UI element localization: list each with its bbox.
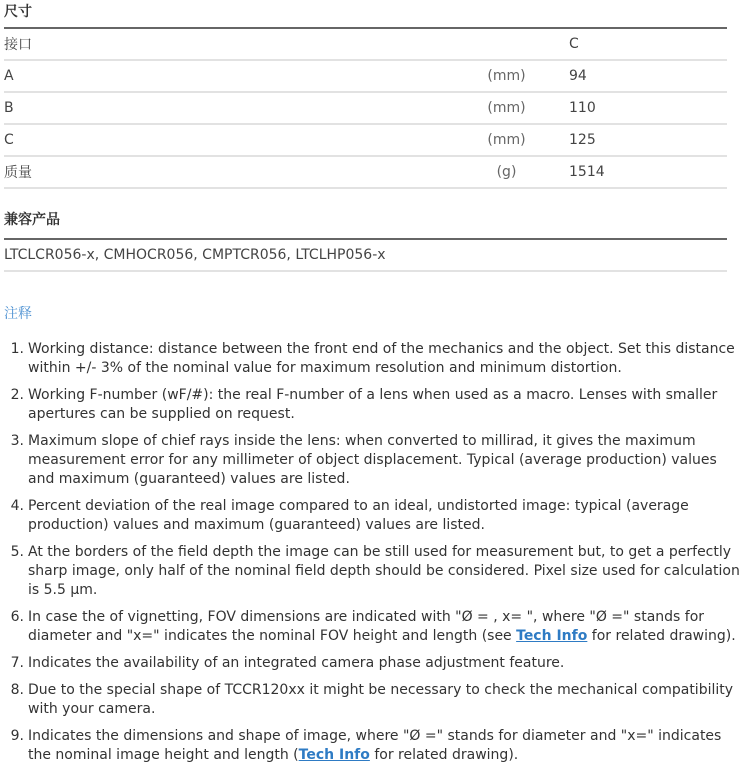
note-item: [4, 386, 740, 424]
spec-label: 质量: [4, 156, 444, 188]
spec-unit: (mm): [444, 124, 569, 156]
note-number: 4.: [10, 498, 24, 514]
note-text: [28, 727, 740, 765]
note-item: [4, 654, 740, 673]
note-number: 7.: [10, 655, 24, 671]
table-row: [4, 156, 727, 188]
note-item: [4, 727, 740, 765]
note-text-after: for related drawing).: [587, 628, 736, 644]
dimensions-section: [4, 0, 727, 186]
note-item: [4, 497, 740, 535]
table-row: [4, 29, 727, 60]
note-number: 2.: [10, 387, 24, 403]
page-content: [4, 0, 740, 773]
notes-list: [4, 340, 740, 765]
table-row: [4, 92, 727, 124]
note-text: Maximum slope of chief rays inside the lens: when converted to millirad, it gives the maximum measurement error for any millimeter of object displacement. Typical (average production) values and maximum (guaranteed) values are listed.: [28, 433, 717, 487]
spec-value: 1514: [569, 156, 727, 188]
note-number: 3.: [10, 433, 24, 449]
tech-info-link[interactable]: Tech Info: [298, 747, 370, 763]
note-text: Percent deviation of the real image compared to an ideal, undistorted image: typical (average production) values and maximum (guaranteed) values are listed.: [28, 498, 689, 533]
spec-label: C: [4, 124, 444, 156]
note-text: Working F-number (wF/#): the real F-number of a lens when used as a macro. Lenses with smaller apertures can be supplied on request.: [28, 387, 718, 422]
dimensions-table: [4, 29, 727, 189]
compatible-products-list: LTCLCR056-x, CMHOCR056, CMPTCR056, LTCLHP056-x: [4, 240, 727, 272]
spec-unit: [444, 29, 569, 60]
notes-section: [4, 304, 740, 765]
notes-title: 注释: [4, 306, 32, 322]
note-number: 8.: [10, 682, 24, 698]
note-text: At the borders of the field depth the image can be still used for measurement but, to get a perfectly sharp image, only half of the nominal field depth should be considered. Pixel size used for calculation is 5.5 µm.: [28, 544, 740, 598]
spec-unit: (mm): [444, 92, 569, 124]
note-text-before: Indicates the dimensions and shape of image, where "Ø =" stands for diameter and "x=" indicates the nominal image height and length (: [28, 728, 722, 763]
compatible-section: [4, 210, 727, 272]
note-text: [28, 608, 740, 646]
spec-label: B: [4, 92, 444, 124]
dimensions-title: 尺寸: [4, 4, 32, 20]
note-number: 9.: [10, 728, 24, 744]
note-item: [4, 432, 740, 489]
compatible-title: 兼容产品: [4, 212, 60, 228]
note-text: Indicates the availability of an integrated camera phase adjustment feature.: [28, 655, 565, 671]
note-text: Working distance: distance between the front end of the mechanics and the object. Set this distance within +/- 3% of the nominal value for maximum resolution and minimum distortion.: [28, 341, 735, 376]
spec-value: 125: [569, 124, 727, 156]
note-number: 6.: [10, 609, 24, 625]
table-row: [4, 60, 727, 92]
spec-unit: (mm): [444, 60, 569, 92]
spec-value: C: [569, 29, 727, 60]
note-number: 1.: [10, 341, 24, 357]
table-row: [4, 124, 727, 156]
spec-label: 接口: [4, 29, 444, 60]
note-text: Due to the special shape of TCCR120xx it might be necessary to check the mechanical compatibility with your camera.: [28, 682, 734, 717]
note-item: [4, 681, 740, 719]
note-number: 5.: [10, 544, 24, 560]
spec-label: A: [4, 60, 444, 92]
note-item: [4, 340, 740, 378]
note-text-after: for related drawing).: [369, 747, 519, 763]
spec-value: 110: [569, 92, 727, 124]
note-item: [4, 543, 740, 600]
tech-info-link[interactable]: Tech Info: [516, 628, 588, 644]
spec-value: 94: [569, 60, 727, 92]
note-item: [4, 608, 740, 646]
spec-unit: (g): [444, 156, 569, 188]
note-text-before: In case the of vignetting, FOV dimensions are indicated with "Ø = , x= ", where "Ø =" stands for diameter and "x=" indicates the nominal FOV height and length (see: [28, 609, 705, 644]
